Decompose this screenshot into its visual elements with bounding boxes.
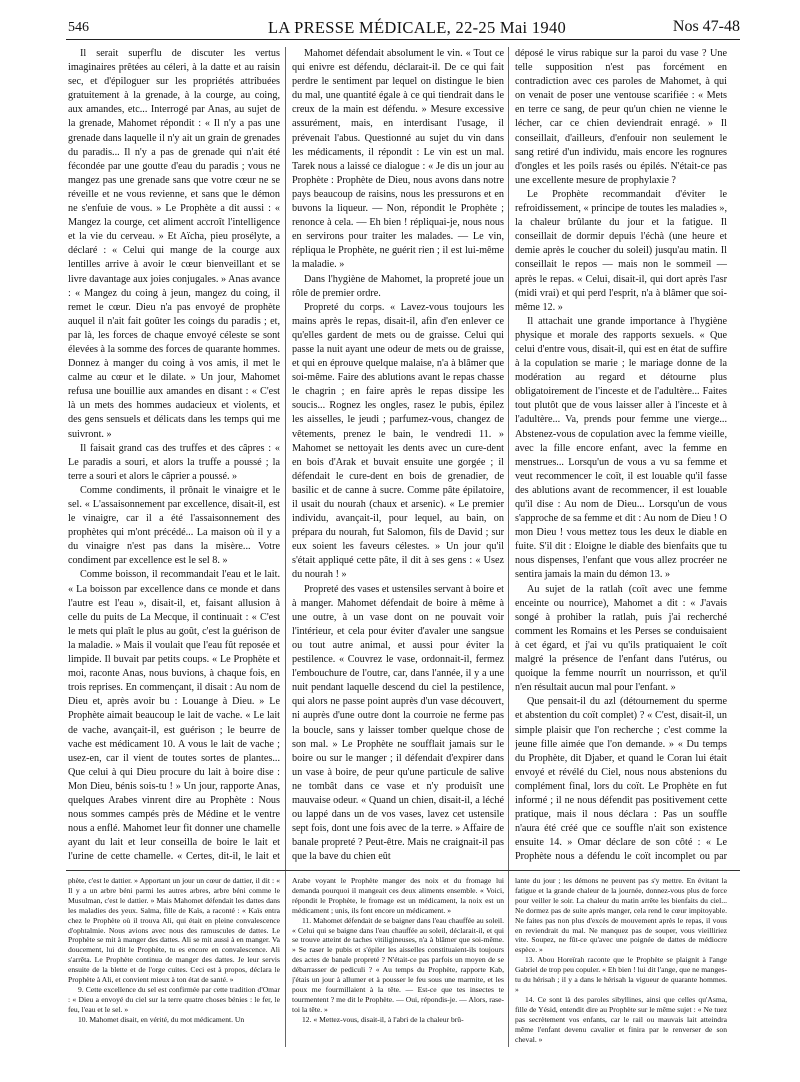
footnote-rule — [66, 870, 740, 871]
column-divider — [508, 47, 509, 1047]
page-header — [0, 0, 800, 44]
journal-title: LA PRESSE MÉDICALE, 22-25 Mai 1940 — [268, 18, 567, 37]
paragraph: Comme boisson, il recommandait l'eau et le lait. « La boisson par excellence dans ce monde et dans l'autre est l'eau », disait-il, et, faisant allusion à celle du puits de La Mecque, il continuait : « C'est le mets qui plaît le plus au goût, c'est la guérison de la maladie. » Mais il voulait que l'eau fût reposée et limpide. Il buvait par petits coups. « Le Prophète et moi, raconte Anas, nous buvions, à chaque fois, en trois reprises. En commençant, il disait : Au nom de Dieu et, après avoir bu : Louange à Dieu. » Le Prophète aimait beaucoup le lait de vache. « Le lait de vache, avançait-il, est guérison ; le beurre de vache est médicament 10. A vous le lait de vache ; usez-en, car il vient de toutes sortes de plantes... Que celui à qui Dieu procure du lait à boire dise : Mon Dieu, bénis sois-tu ! » Un jour, rapporte Anas, quelques Arabes vinrent dire au Prophète : Nous nous sommes campés près de Médine et le ventre nous a enflé. Mahomet leur fit donner une chamelle ayant du lait et leur conseilla de boire le lait et l'urine de cette chamelle. « Certes, dit-il, le lait et — [68, 569, 280, 863]
article-column-1 — [68, 47, 280, 865]
footnote: 14. Ce sont là des paroles sibyllines, ainsi que celles qu'Asma, fille de Yésid, entendit dire au Prophète sur le même sujet : « Ne tuez pas secrètement vos enfants, car le rail ou mauvais lait atteindra même l'enfant devenu cavalier et finira par le renverser de son cheval. » — [515, 994, 727, 1044]
paragraph: Il attachait une grande importance à l'hygiène physique et morale des rapports sexuels. « Que celui d'entre vous, disait-il, qui est en état de suffire à la copulation se marie ; le mariage donne de la modération au regard et détourne plus obligatoirement de l'inceste et de l'adultère... Faites tout plutôt que de vous laisser aller à l'inceste et à l'adultère... Va, prends pour femme une vierge... Abstenez-vous de copulation avec la femme vieille, avec la fille encore enfant, avec la femme en menstrues... Lorsqu'un de vous a vu sa femme et veut recommencer le coït, il est louable qu'il fasse des ablutions avant de recommencer, il est louable qu'il dise : Au nom de Dieu... Lorsqu'un de vous s'approche de sa femme et dit : Au nom de Dieu ! O mon Dieu ! vous mettez tous les deux le diable en fuite. S'il dit : Eloigne le diable des bienfaits que tu nous dispenses, l'enfant que vous allez procréer ne sentira jamais la main du démon 13. » — [515, 315, 727, 581]
paragraph: Le Prophète recommandait d'éviter le refroidissement, « principe de toutes les maladies », la chaleur brûlante du jour et la fatigue. Il conseillait de dormir depuis l'échà (une heure et demie après le coucher du soleil) jusqu'au matin. Il conseillait le repos — mais non le sommeil — après le repas. « Celui, disait-il, qui dort après l'asr (midi vrai) et qui perd l'esprit, n'a à blâmer que soi-même 12. » — [515, 188, 727, 313]
footnote: phète, c'est le dattier. » Apportant un jour un cœur de dattier, il dit : « Il y a un arbre béni parmi les autres arbres, arbre béni comme le Musulman, c'est le dattier. » Mais Mahomet défendait les dattes dans les maladies des yeux. Salma, fille de Kaïs, a raconté : « Kaïs entra chez le Prophète où il trouva Ali, qui était en pleine convalescence d'ophtalmie. Nous avions avec nous des ramuscules de dattes. Le Prophète se mit à manger des dattes. Ali se mit aussi à en manger. Va doucement, lui dit le Prophète, tu es encore en convalescence. Ali s'arrêta. Le Prophète continua de manger des dattes. Je leur servis ensuite de la blette et de l'orge cuites. Ceci est à propos, déclara le Prophète à Ali, et convient mieux à ton état de santé. » — [68, 876, 280, 985]
header-rule — [66, 39, 740, 40]
issue-number: Nos 47-48 — [672, 18, 740, 35]
footnotes-column-1 — [68, 876, 280, 1066]
article-column-3 — [515, 47, 727, 865]
paragraph: Que pensait-il du azl (détournement du sperme et abstention du coït complet) ? « C'est, disait-il, un simple plaisir que l'on recherche ; c'est comme la jeune fille aimée que l'on demande. » « Du temps du Prophète, dit Djaber, et quand le Coran lui était envoyé et révélé du Ciel, nous nous abstenions du complément final, lors du coït. Le Prophète en fut informé ; il ne nous défendit pas positivement cette pratique, mais il nous déclara : Pas un souffle n'aura été créé que ce souffle n'ait son existence ensuite 14. » Omar déclare de son côté : « Le Prophète nous a défendu le coït incomplet ou par — [515, 696, 727, 863]
footnote: Arabe voyant le Prophète manger des noix et du fromage lui demanda pourquoi il mangeait ces deux aliments ensemble. « Voici, répondit le Prophète, le fromage est un médicament, la noix est un médicament ; unis, ils font encore un médicament. » — [292, 876, 504, 915]
footnotes-column-3 — [515, 876, 727, 1066]
article-column-2 — [292, 47, 504, 865]
footnotes-column-2 — [292, 876, 504, 1066]
paragraph: Il faisait grand cas des truffes et des câpres : « Le paradis a souri, et alors la truffe a poussé ; la terre a souri et alors le câprier a poussé. » — [68, 442, 280, 482]
paragraph: déposé le virus rabique sur la paroi du vase ? Une telle supposition n'est pas forcément en contradiction avec ces paroles de Mahomet, à qui on venait de poser une ventouse scarifiée : « Mets en terre ce sang, de peur qu'un chien ne vienne le lécher, car ce chien deviendrait enragé. » Il conseillait, d'ailleurs, d'enfouir non seulement le sang retiré d'un individu, mais encore les rognures d'ongles et les poils rasés ou épilés. N'était-ce pas une excellente mesure de prophylaxie ? — [515, 48, 727, 186]
paragraph: Propreté des vases et ustensiles servant à boire et à manger. Mahomet défendait de boire à même à une outre, à un vase dont on ne pouvait voir l'intérieur, et cela pour éviter d'avaler une sangsue ou tout autre animal, et aussi pour éviter la pestilence. « Couvrez le vase, ordonnait-il, fermez l'embouchure de l'outre, car, dans l'année, il y a une nuit pendant laquelle descend du ciel la pestilence, qui alors ne passe point auprès d'un vase découvert, ni auprès d'une outre dont la courroie ne ferme pas la boucle, sans y laisser tomber quelque chose de son mal. » Le Prophète ne soufflait jamais sur le boire ou sur le manger ; il défendait d'expirer dans un vase à boire, de peur qu'une particule de salive ne tombât dans ce vase et n'y produisît une mauvaise odeur. « Quand un chien, disait-il, a léché ou lappé dans un de vos vases, lavez cet ustensile sept fois, dont une fois avec de la terre. » Affaire de banale propreté ? Peut-être. Mais ne craignait-il pas que la bave du chien eût — [292, 583, 504, 863]
paragraph: Il serait superflu de discuter les vertus imaginaires prêtées au céleri, à la datte et au raisin sec, et d'épiloguer sur les propriétés attribuées gratuitement à la grenade, à la courge, au coing, aux amandes, etc... Interrogé par Anas, au sujet de la grenade, Mahomet répondit : « Il n'y a pas une grenade dans laquelle il n'y ait un grain de grenades du paradis... Il n'y a pas de grenade qui n'ait été fécondée par une goutte d'eau du paradis ; vous ne mangez pas une grenade sans que votre cœur ne se réveille et ne vous revienne, et sans que le démon ne s'enfuie de vous. » Le Prophète a dit aussi : « Mangez la courge, cet aliment accroît l'intelligence et la vie du cerveau. » Et Aïcha, pieu prosélyte, a déclaré : « Celui qui mange de la courge aux lentilles arrive à avoir le cœur bienveillant et se livre davantage aux joies conjugales. » Anas avance : « Mangez du coing à jeun, mangez du coing, il remet le cœur. Dieu n'a pas envoyé de prophète auquel il n'ait fait goûter les coings du paradis ; et, par là, les forces de chaque envoyé céleste se sont élevées à la somme des forces de quarante hommes. Donnez à manger du coing à vos amis, il met le calme au cœur et le dilate. » Un jour, Mahomet refusa une bouillie aux amandes en disant : « C'est là un mets des hommes audacieux et violents, et des gens sensuels et délicats dans les temps qui me suivront. » — [68, 48, 280, 440]
footnote: 12. « Mettez-vous, disait-il, à l'abri de la chaleur brû- — [302, 1014, 464, 1024]
page-number: 546 — [68, 20, 89, 35]
paragraph: Au sujet de la ratlah (coït avec une femme enceinte ou nourrice), Mahomet a dit : « J'avais songé à prohiber la ratlah, puis j'ai recherché comment les Romains et les Perses se conduisaient à cet égard, et j'ai vu qu'ils pratiquaient le coït malgré la présence de l'enfant dans l'utérus, ou quoique la femme nourrît un nourrisson, et qu'il n'en résultait aucun mal pour l'enfant. » — [515, 583, 727, 694]
column-divider — [285, 47, 286, 1047]
footnote: 9. Cette excellence du sel est confirmée par cette tradition d'Omar : « Dieu a envoyé du ciel sur la terre quatre choses bénies : le fer, le feu, l'eau et le sel. » — [68, 984, 280, 1014]
footnote: lante du jour ; les démons ne peuvent pas s'y mettre. En évitant la fatigue et la grande chaleur de la journée, donnez-vous plus de force pour veiller le soir. La chaleur du matin arrête les bienfaits du ciel... Ne dormez pas de suite après manger, cela rend le cœur impitoyable. Ne faites pas non plus d'excès de mouvement après le repas, il vous en reviendrait du mal. Ne manquez pas de souper, vous vieilliriez vite. Soupez, ne fût-ce qu'avec une poignée de dattes de médiocre espèce. » — [515, 876, 727, 955]
paragraph: Propreté du corps. « Lavez-vous toujours les mains après le repas, disait-il, afin d'en enlever ce qu'elles gardent de mets ou de graisse. Celui qui passe la nuit ayant une odeur de mets ou de graisse, et qui en éprouve quelque malaise, n'a à blâmer que soi-même. Faire des ablutions avant le repas chasse le chagrin ; en faire après le repas dissipe les soucis... Rognez les ongles, rasez le pubis, épilez les aisselles, le jeudi ; parfumez-vous, changez de vêtements, prenez le bain, le vendredi 11. » Mahomet se nettoyait les dents avec un cure-dent en bois d'Arak et buvait ensuite une gorgée ; il défendait le cure-dent en bois de grenadier, de basilic et de canne à sucre. Comme pâte épilatoire, il usait du nourah (chaux et arsenic). « Le premier individu, avançait-il, pour lequel, au bain, on prépara du nourah, fut Salomon, fils de David ; sur eux soient les faveurs célestes. » Un jour qu'il s'était appliqué cette pâte, il dit à ses gens : « Usez du nourah ! » — [292, 301, 504, 581]
footnote: 11. Mahomet défendait de se baigner dans l'eau chauffée au soleil. « Celui qui se baigne dans l'eau chauffée au soleil, déclarait-il, et qui se trouve atteint de taches vitiligineuses, n'a à blâmer que soi-même. » Se raser le pubis et s'épiler les aisselles constituaient-ils toujours des actes de banale propreté ? N'était-ce pas parfois un moyen de se débarrasser de pediculi ? « Au temps du Prophète, rapporte Kab, j'étais un jour à allumer et à pousser le feu sous une marmite, et les poux me fourmillaient à la tête. — Est-ce que tes insectes te tourmentent ? me dit le Prophète. — Oui, répondis-je. — Alors, rase-toi la tête. » — [292, 915, 504, 1014]
paragraph: Dans l'hygiène de Mahomet, la propreté joue un rôle de premier ordre. — [292, 273, 504, 299]
footnote: 10. Mahomet disait, en vérité, du mot médicament. Un — [78, 1014, 245, 1024]
paragraph: Mahomet défendait absolument le vin. « Tout ce qui enivre est défendu, déclarait-il. De ce qui fait perdre le sentiment par lequel on distingue le bien du mal, une quantité égale à ce qui tiendrait dans le creux de la main est défendu. » Mesure excessive assurément, mais, en interdisant l'usage, il prévenait l'abus. Questionné au sujet du vin dans les médicaments, il répondit : Le vin est un mal. Tarek nous a laissé ce dialogue : « Je dis un jour au Prophète : Prophète de Dieu, nous avons dans notre pays beaucoup de raisins, nous les pressurons et en buvons la liqueur. — Non, répondit le Prophète ; renonce à cela. — Eh bien ! répliquai-je, nous nous en servirons pour traiter les malades. — Le vin, répliqua le Prophète, ne guérit rien ; il est lui-même la maladie. » — [292, 48, 504, 271]
footnote: 13. Abou Horeïrah raconte que le Prophète se plaignit à l'ange Gabriel de trop peu copuler. « Eh bien ! lui dit l'ange, que ne manges-tu du hérisah ; il y a dans le hérisah la vigueur de quarante hommes. » — [515, 955, 727, 994]
paragraph: Comme condiments, il prônait le vinaigre et le sel. « L'assaisonnement par excellence, disait-il, est le vinaigre, car il a été l'assaisonnement des prophètes qui m'ont précédé... La maison où il y a du vinaigre n'est pas dans la misère... Votre condiment par excellence est le sel 8. » — [68, 484, 280, 567]
